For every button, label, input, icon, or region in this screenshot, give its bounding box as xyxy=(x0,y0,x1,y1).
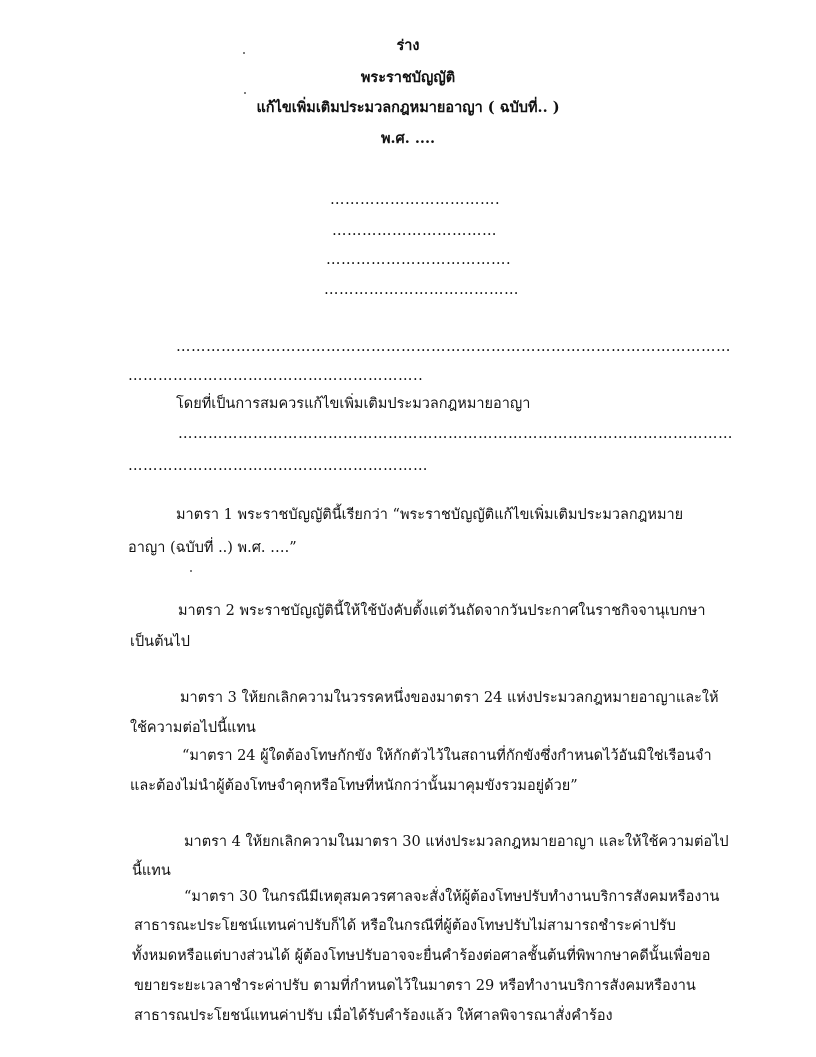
section-3-line-1: มาตรา 3 ให้ยกเลิกความในวรรคหนึ่งของมาตรา 24 แห่งประมวลกฎหมายอาญาและให้ xyxy=(180,690,719,706)
scan-speck xyxy=(243,52,245,54)
section-1-line-1: มาตรา 1 พระราชบัญญัตินี้เรียกว่า “พระราชบัญญัติแก้ไขเพิ่มเติมประมวลกฎหมาย xyxy=(176,507,684,523)
section-3-quote-1: “มาตรา 24 ผู้ใดต้องโทษกักขัง ให้กักตัวไว้ในสถานที่กักขังซึ่งกำหนดไว้อันมิใช่เรือนจำ xyxy=(182,748,712,764)
blank-line-2: …………………………… xyxy=(332,223,497,239)
section-3-line-2: ใช้ความต่อไปนี้แทน xyxy=(130,720,256,736)
section-2-line-2: เป็นต้นไป xyxy=(130,634,190,650)
preamble-line-4: …………………………………………………… xyxy=(128,458,428,474)
section-4-quote-2: สาธารณะประโยชน์แทนค่าปรับก็ได้ หรือในกรณีที่ผู้ต้องโทษปรับไม่สามารถชำระค่าปรับ xyxy=(134,918,676,934)
draft-label: ร่าง xyxy=(396,37,420,54)
section-4-line-2: นี้แทน xyxy=(132,863,171,879)
section-4-quote-1: “มาตรา 30 ในกรณีมีเหตุสมควรศาลจะสั่งให้ผู้ต้องโทษปรับทำงานบริการสังคมหรืองาน xyxy=(184,889,720,905)
section-4-line-1: มาตรา 4 ให้ยกเลิกความในมาตรา 30 แห่งประมวลกฎหมายอาญา และให้ใช้ความต่อไป xyxy=(184,834,729,850)
preamble-line-1: ………………………………………………………………………………………………… xyxy=(176,339,731,355)
section-3-quote-2: และต้องไม่นำผู้ต้องโทษจำคุกหรือโทษที่หนักกว่านั้นมาคุมขังรวมอยู่ด้วย” xyxy=(130,778,578,794)
scan-speck xyxy=(190,570,192,572)
section-4-quote-5: สาธารณประโยชน์แทนค่าปรับ เมื่อได้รับคำร้องแล้ว ให้ศาลพิจารณาสั่งคำร้อง xyxy=(134,1008,613,1024)
preamble-line-2: ………………………………………………….. xyxy=(128,368,424,384)
scan-speck xyxy=(244,92,246,94)
preamble-reason: โดยที่เป็นการสมควรแก้ไขเพิ่มเติมประมวลกฎหมายอาญา xyxy=(176,396,531,412)
section-4-quote-4: ขยายระยะเวลาชำระค่าปรับ ตามที่กำหนดไว้ในมาตรา 29 หรือทำงานบริการสังคมหรืองาน xyxy=(134,978,696,994)
blank-line-4: ………………………………… xyxy=(324,282,519,298)
blank-line-1: ……………………………. xyxy=(330,192,501,208)
section-1-line-2: อาญา (ฉบับที่ ..) พ.ศ. ….” xyxy=(128,540,297,556)
blank-line-3: ………………………………. xyxy=(326,252,512,268)
year-label: พ.ศ. .... xyxy=(380,130,436,147)
document-title: แก้ไขเพิ่มเติมประมวลกฎหมายอาญา ( ฉบับที่.. ) xyxy=(256,99,560,116)
act-label: พระราชบัญญัติ xyxy=(360,69,456,86)
section-4-quote-3: ทั้งหมดหรือแต่บางส่วนได้ ผู้ต้องโทษปรับอาจจะยื่นคำร้องต่อศาลชั้นต้นที่พิพากษาคดีนั้นเพื่อขอ xyxy=(132,948,711,964)
preamble-line-3: ………………………………………………………………………………………………… xyxy=(178,426,733,442)
section-2-line-1: มาตรา 2 พระราชบัญญัตินี้ให้ใช้บังคับตั้งแต่วันถัดจากวันประกาศในราชกิจจานุเบกษา xyxy=(178,603,706,619)
